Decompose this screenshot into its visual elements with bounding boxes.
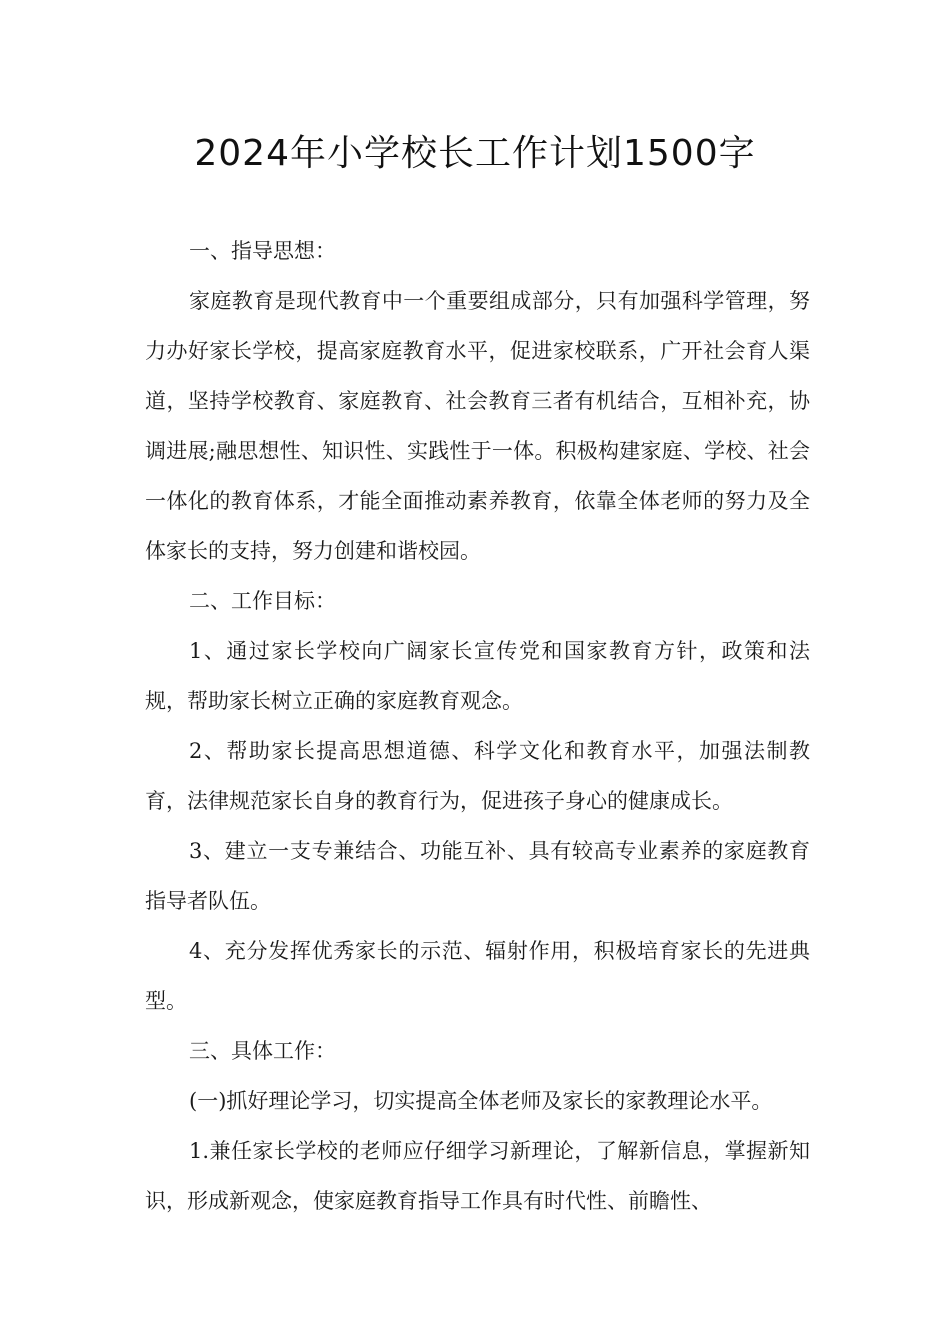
paragraph-guiding-ideology: 家庭教育是现代教育中一个重要组成部分，只有加强科学管理，努力办好家长学校，提高家庭教育水平，促进家校联系，广开社会育人渠道，坚持学校教育、家庭教育、社会教育三者有机结合，互相补充，协调进展;融思想性、知识性、实践性于一体。积极构建家庭、学校、社会一体化的教育体系，才能全面推动素养教育，依靠全体老师的努力及全体家长的支持，努力创建和谐校园。 xyxy=(145,289,810,563)
section-heading-work-goals: 二、工作目标： xyxy=(189,589,336,613)
goal-item-2: 2、帮助家长提高思想道德、科学文化和教育水平，加强法制教育，法律规范家长自身的教育行为，促进孩子身心的健康成长。 xyxy=(145,739,810,813)
goal-item-3: 3、建立一支专兼结合、功能互补、具有较高专业素养的家庭教育指导者队伍。 xyxy=(145,839,810,913)
goal-item-4: 4、充分发挥优秀家长的示范、辐射作用，积极培育家长的先进典型。 xyxy=(145,939,810,1013)
section-heading-guiding-ideology: 一、指导思想： xyxy=(189,239,336,263)
work-item-1: 1.兼任家长学校的老师应仔细学习新理论，了解新信息，掌握新知识，形成新观念，使家庭教育指导工作具有时代性、前瞻性、 xyxy=(145,1139,810,1213)
document-title: 2024年小学校长工作计划1500字 xyxy=(194,133,756,174)
subsection-heading-1: (一)抓好理论学习，切实提高全体老师及家长的家教理论水平。 xyxy=(189,1089,773,1113)
goal-item-1: 1、通过家长学校向广阔家长宣传党和国家教育方针，政策和法规，帮助家长树立正确的家庭教育观念。 xyxy=(145,639,810,713)
section-heading-specific-work: 三、具体工作： xyxy=(189,1039,336,1063)
document-body xyxy=(145,226,810,1226)
